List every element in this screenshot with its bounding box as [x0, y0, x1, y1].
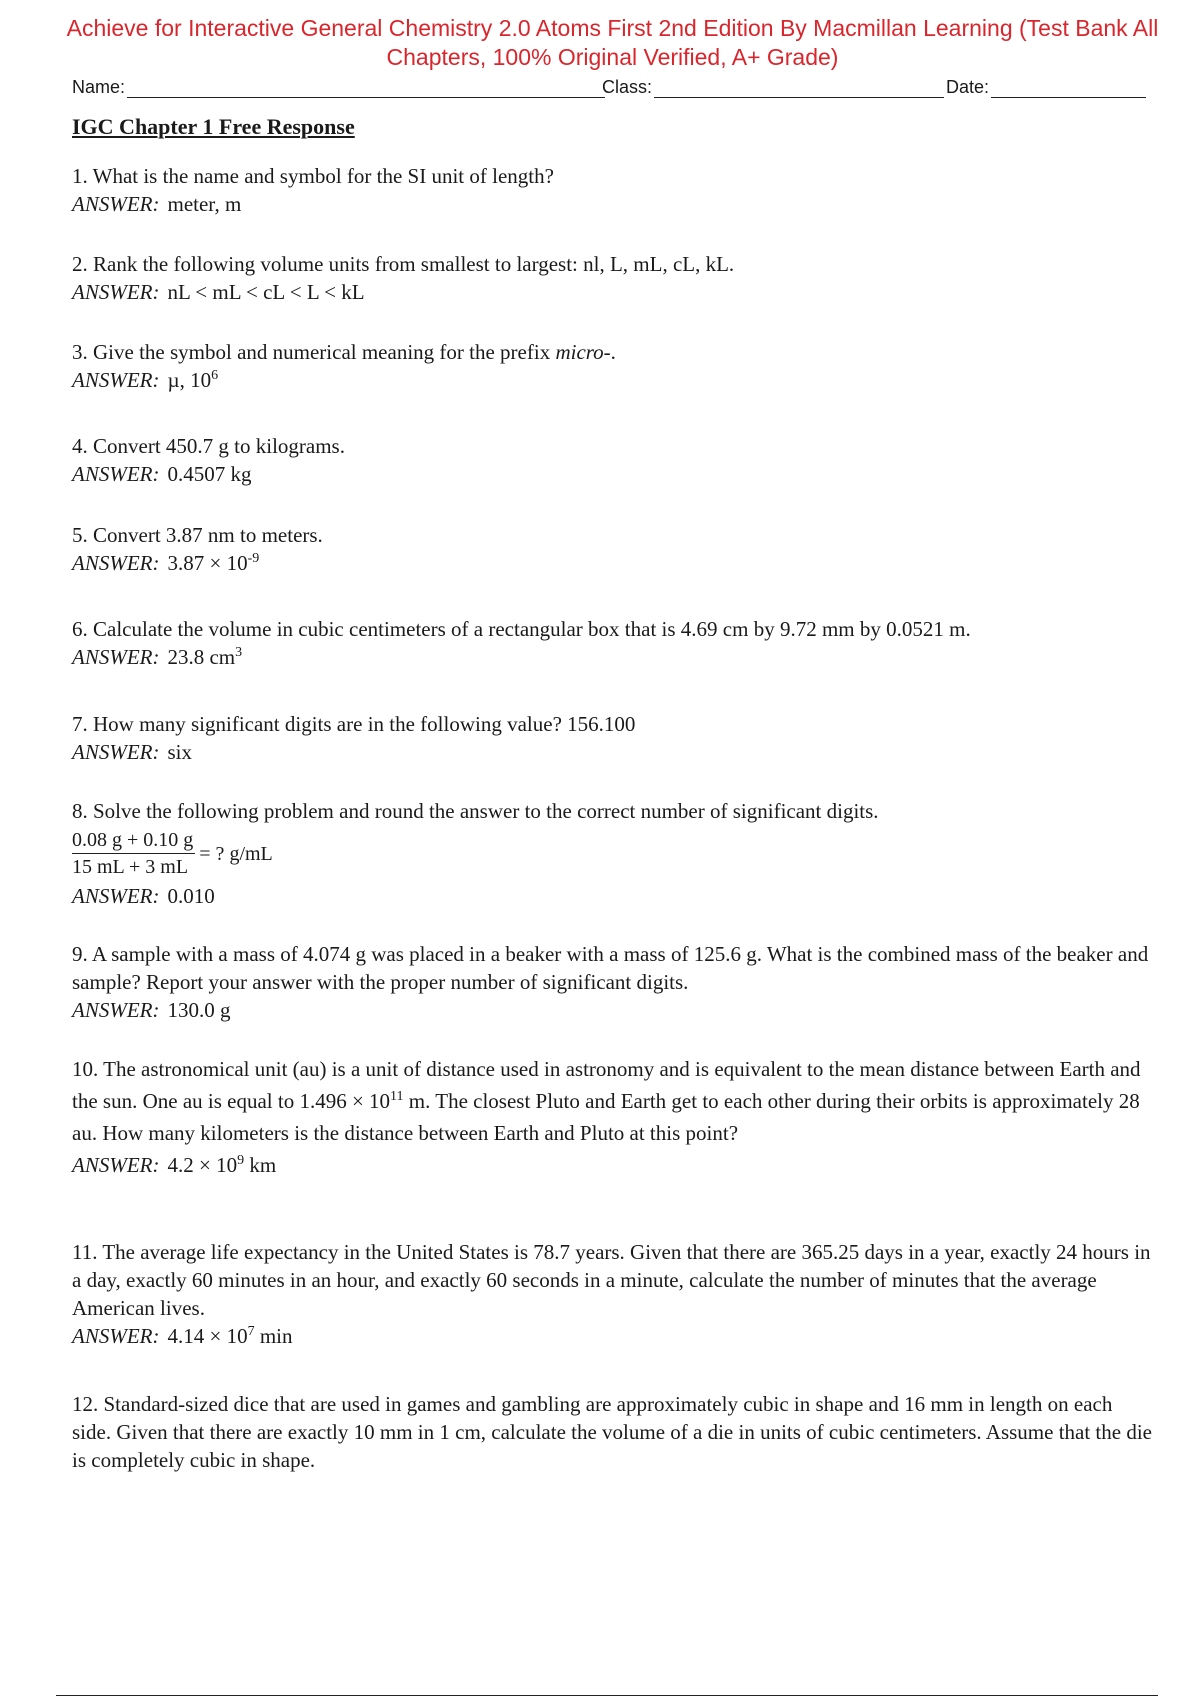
- answer-10-value: [167, 1153, 276, 1177]
- question-5-text: 5. Convert 3.87 nm to meters.: [72, 523, 323, 547]
- answer-10-unit: km: [244, 1153, 277, 1177]
- class-field: [602, 72, 944, 98]
- name-label: Name:: [72, 77, 126, 97]
- answer-4: [72, 460, 1152, 488]
- question-7-text: 7. How many significant digits are in the following value? 156.100: [72, 712, 636, 736]
- answer-label: ANSWER:: [72, 1324, 160, 1348]
- answer-label: ANSWER:: [72, 740, 160, 764]
- answer-5-exponent: -9: [247, 551, 260, 566]
- answer-8: [72, 882, 1152, 910]
- answer-label: ANSWER:: [72, 192, 160, 216]
- answer-9: [72, 996, 1152, 1024]
- date-label: Date:: [946, 77, 990, 97]
- answer-2-value: nL < mL < cL < L < kL: [167, 280, 365, 304]
- question-3-text-pre: 3. Give the symbol and numerical meaning for the prefix: [72, 340, 556, 364]
- question-6-text: 6. Calculate the volume in cubic centimeters of a rectangular box that is 4.69 cm by 9.72 mm by 0.0521 m.: [72, 617, 971, 641]
- question-4-text: 4. Convert 450.7 g to kilograms.: [72, 434, 345, 458]
- question-6: [72, 615, 1152, 671]
- date-input-line[interactable]: [991, 73, 1146, 98]
- answer-label: ANSWER:: [72, 368, 160, 392]
- question-1-text: 1. What is the name and symbol for the SI unit of length?: [72, 164, 554, 188]
- question-9-text: 9. A sample with a mass of 4.074 g was placed in a beaker with a mass of 125.6 g. What is the combined mass of the beaker and sample? Report your answer with the proper number of significant digits.: [72, 942, 1149, 994]
- question-10-text-pre: 10. The astronomical unit (au) is a unit of distance used in astronomy and is equivalent to the mean distance between Earth and the sun. One au is equal to 1.496 × 10: [72, 1057, 1141, 1113]
- fraction-denominator: 15 mL + 3 mL: [72, 856, 189, 878]
- question-8-equation: [72, 827, 1152, 880]
- fraction-result: = ? g/mL: [199, 842, 273, 865]
- question-12-text: 12. Standard-sized dice that are used in games and gambling are approximately cubic in shape and 16 mm in length on each side. Given that there are exactly 10 mm in 1 cm, calculate the volume of a die in units of cubic centimeters. Assume that the die is completely cubic in shape.: [72, 1392, 1152, 1472]
- fraction: [72, 827, 195, 880]
- class-label: Class:: [602, 77, 653, 97]
- answer-10-exponent: 9: [237, 1153, 245, 1168]
- answer-6-exponent: 3: [235, 645, 243, 660]
- answer-label: ANSWER:: [72, 280, 160, 304]
- question-12: [72, 1390, 1152, 1474]
- answer-label: ANSWER:: [72, 1153, 160, 1177]
- answer-6-value: [167, 645, 242, 669]
- answer-11-value: [167, 1324, 292, 1348]
- question-2-text: 2. Rank the following volume units from smallest to largest: nl, L, mL, cL, kL.: [72, 252, 735, 276]
- answer-8-value: 0.010: [167, 884, 215, 908]
- answer-3-exponent: 6: [211, 368, 219, 383]
- document-banner: Achieve for Interactive General Chemistry 2.0 Atoms First 2nd Edition By Macmillan Learning (Test Bank All Chapters, 100% Original Verified, A+ Grade): [66, 15, 1159, 70]
- answer-label: ANSWER:: [72, 884, 160, 908]
- question-1: [72, 162, 1152, 218]
- answer-3-base: µ, 10: [167, 368, 212, 392]
- class-input-line[interactable]: [654, 73, 944, 98]
- answer-3: [72, 366, 1152, 394]
- answer-label: ANSWER:: [72, 645, 160, 669]
- fraction-numerator: 0.08 g + 0.10 g: [72, 827, 195, 854]
- question-8: [72, 797, 1152, 910]
- answer-10: [72, 1149, 1152, 1181]
- question-11-text: 11. The average life expectancy in the United States is 78.7 years. Given that there are 365.25 days in a year, exactly 24 hours in a day, exactly 60 minutes in an hour, and exactly 60 seconds in a minute, calculate the number of minutes that the average American lives.: [72, 1240, 1151, 1320]
- answer-3-value: [167, 368, 218, 392]
- question-5: [72, 521, 1152, 577]
- answer-11-base: 4.14 × 10: [167, 1324, 248, 1348]
- footer-divider: [56, 1695, 1158, 1696]
- answer-11-exponent: 7: [247, 1324, 255, 1339]
- answer-10-base: 4.2 × 10: [167, 1153, 238, 1177]
- name-input-line[interactable]: [127, 73, 605, 98]
- question-10-text: [72, 1053, 1152, 1149]
- answer-label: ANSWER:: [72, 462, 160, 486]
- question-11: [72, 1238, 1152, 1350]
- question-9: [72, 940, 1152, 1024]
- answer-7: [72, 738, 1152, 766]
- answer-5-base: 3.87 × 10: [167, 551, 248, 575]
- question-10-exponent: 11: [390, 1089, 404, 1104]
- answer-1-value: meter, m: [167, 192, 242, 216]
- question-2: [72, 250, 1152, 306]
- answer-6-base: 23.8 cm: [167, 645, 236, 669]
- answer-5-value: [167, 551, 259, 575]
- question-8-text: 8. Solve the following problem and round the answer to the correct number of significant digits.: [72, 799, 879, 823]
- question-3: [72, 338, 1152, 394]
- question-3-text: [72, 338, 1152, 366]
- question-3-prefix: micro-: [555, 340, 611, 364]
- answer-5: [72, 549, 1152, 577]
- name-field: [72, 72, 605, 98]
- question-10-text-post: m. The closest Pluto and Earth get to each other during their orbits is approximately 28 au. How many kilometers is the distance between Earth and Pluto at this point?: [72, 1089, 1140, 1145]
- question-4: [72, 432, 1152, 488]
- date-field: [946, 72, 1146, 98]
- question-7: [72, 710, 1152, 766]
- answer-label: ANSWER:: [72, 998, 160, 1022]
- question-10: [72, 1053, 1152, 1181]
- answer-7-value: six: [167, 740, 192, 764]
- answer-4-value: 0.4507 kg: [167, 462, 252, 486]
- answer-2: [72, 278, 1152, 306]
- student-info-header: [72, 72, 1162, 102]
- answer-9-value: 130.0 g: [167, 998, 231, 1022]
- answer-6: [72, 643, 1152, 671]
- page-title: IGC Chapter 1 Free Response: [72, 114, 355, 139]
- answer-label: ANSWER:: [72, 551, 160, 575]
- answer-11: [72, 1322, 1152, 1350]
- question-3-text-post: .: [610, 340, 616, 364]
- answer-11-unit: min: [254, 1324, 293, 1348]
- answer-1: [72, 190, 1152, 218]
